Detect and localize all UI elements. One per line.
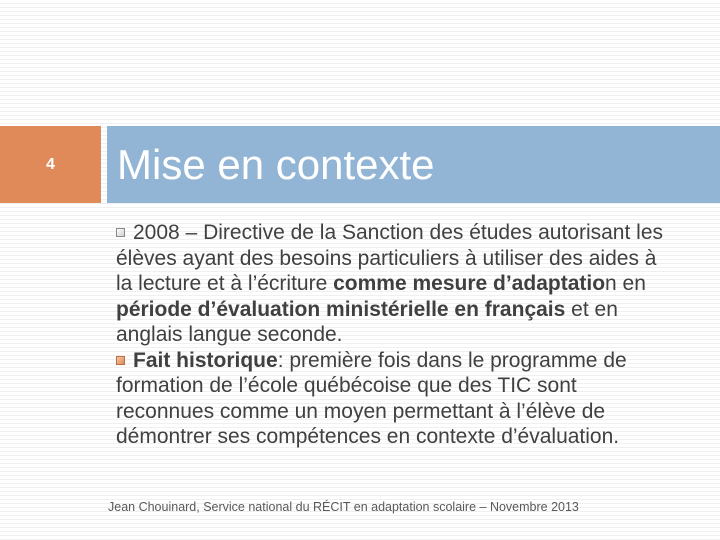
slide-content <box>116 220 676 450</box>
bullet-square-icon <box>116 228 125 237</box>
bullet-2: Fait historique: première fois dans le programme de formation de l’école québécoise que des TIC sont reconnues comme un moyen permettant à l’élève de démontrer ses compétences en contexte d’évaluation. <box>116 348 627 448</box>
slide-footer: Jean Chouinard, Service national du RÉCIT en adaptation scolaire – Novembre 2013 <box>108 500 579 514</box>
slide-title: Mise en contexte <box>117 140 435 188</box>
bullet-square-icon <box>116 356 125 365</box>
slide-number: 4 <box>46 155 55 173</box>
bullet-1: 2008 – Directive de la Sanction des études autorisant les élèves ayant des besoins particuliers à utiliser des aides à la lecture et à l’écriture comme mesure d’adaptation en période d’évaluation ministérielle en français et en anglais langue seconde. <box>116 221 663 346</box>
